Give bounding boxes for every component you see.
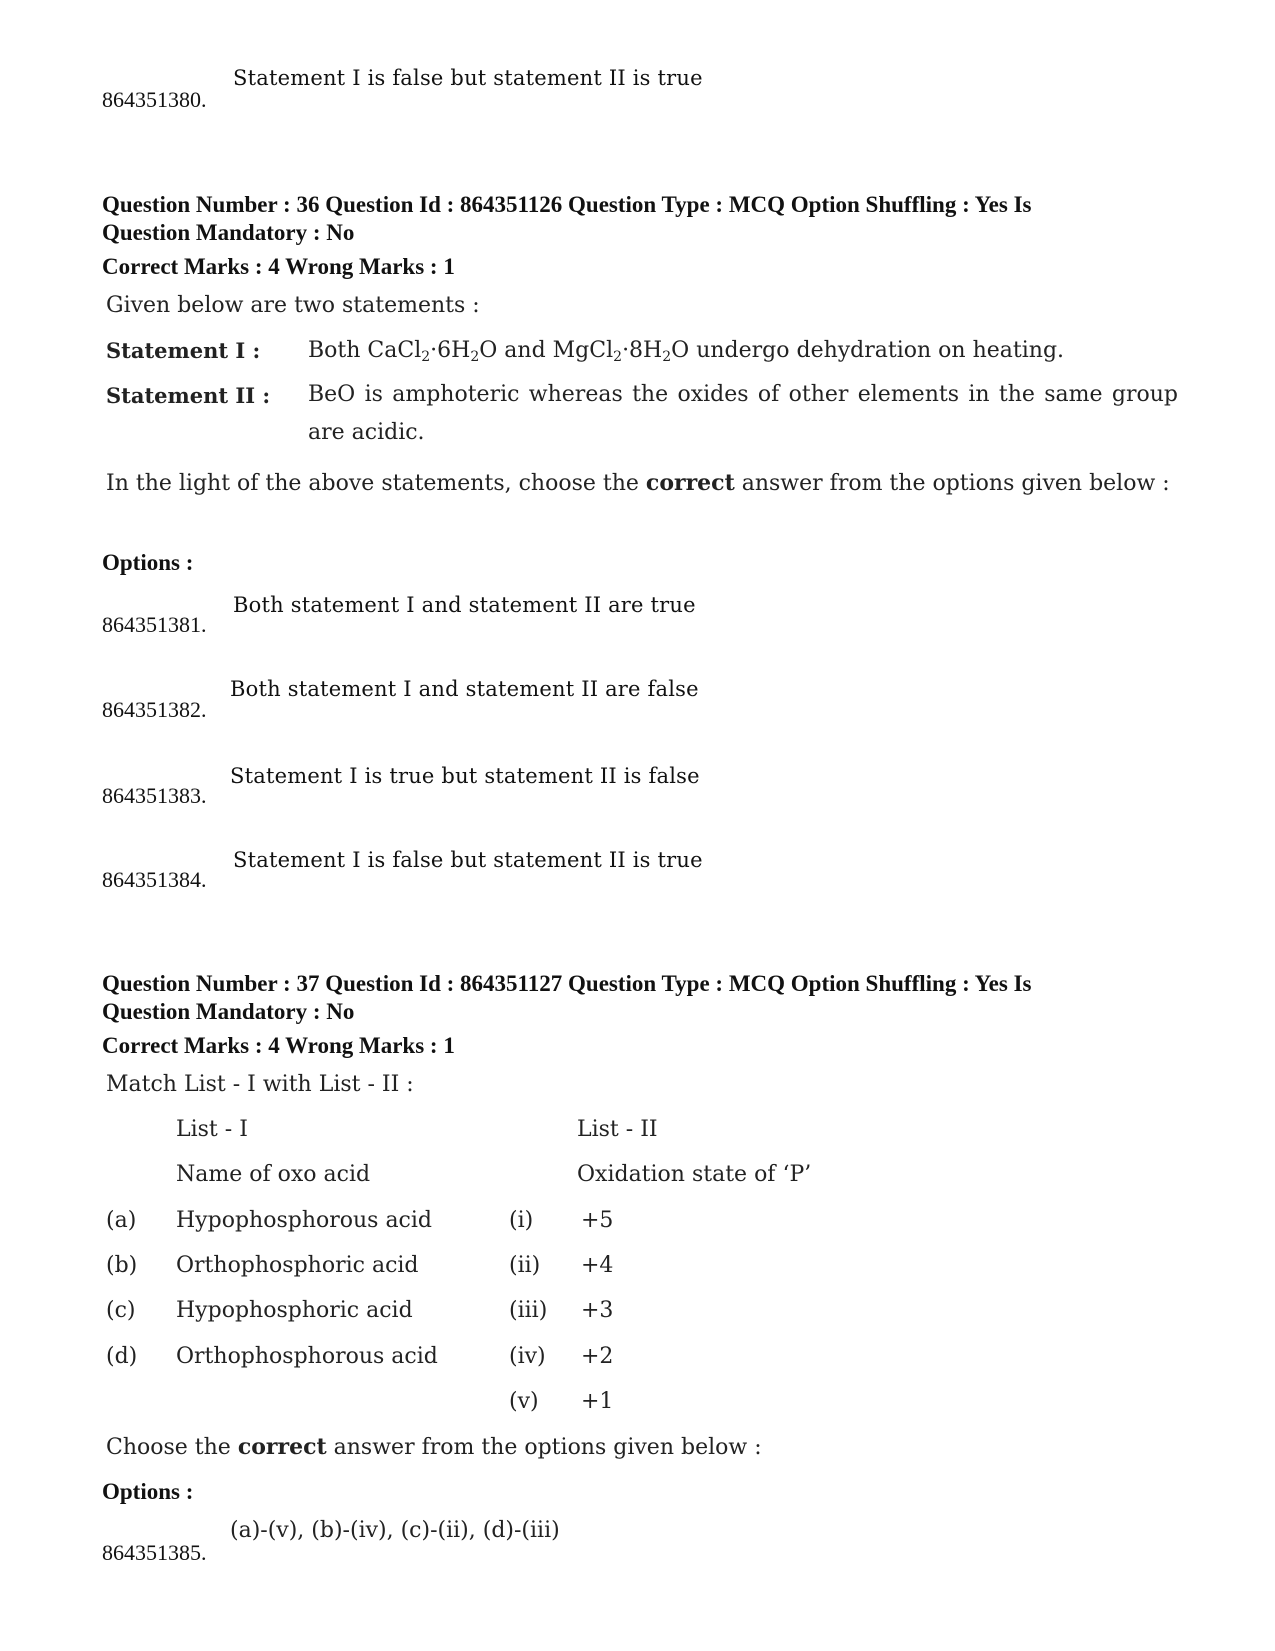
list1-value: Hypophosphoric acid [176,1298,413,1323]
list1-value: Hypophosphorous acid [176,1208,432,1233]
list1-key: (c) [106,1298,136,1323]
option-text: Statement I is false but statement II is true [233,66,703,90]
list1-value: Orthophosphoric acid [176,1253,419,1278]
statement1-text: Both $CaCl_2\cdot 6H_2O$ and $MgCl_2\cdot 8H_2O$ undergo dehydration on heating. [308,338,1065,365]
question-intro: Given below are two statements : [106,293,480,318]
option-text: Statement I is true but statement II is false [230,764,700,788]
question-intro: Match List - I with List - II : [106,1072,414,1097]
list2-key: (iv) [509,1344,546,1369]
option-number: 864351380. [102,87,207,112]
question-instruction: In the light of the above statements, choose the correct answer from the options given below : [106,470,1170,496]
question-meta-line2: Question Mandatory : No [102,220,355,245]
list2-value: +5 [581,1208,614,1233]
question-meta-line2: Question Mandatory : No [102,999,355,1024]
option-text: Statement I is false but statement II is true [233,848,703,872]
list1-header: List - I [176,1117,248,1142]
options-label: Options : [102,1479,194,1504]
statement2-text: BeO is amphoteric whereas the oxides of other elements in the same group are acidic. [308,382,1178,445]
option-number: 864351383. [102,783,207,808]
list2-key: (ii) [509,1253,541,1278]
list2-key: (v) [509,1389,539,1414]
question-meta-line1: Question Number : 36 Question Id : 864351126 Question Type : MCQ Option Shuffling : Yes Is [102,192,1032,217]
list2-key: (i) [509,1208,534,1233]
statement1-label: Statement I : [106,338,261,363]
question-meta-line1: Question Number : 37 Question Id : 864351127 Question Type : MCQ Option Shuffling : Yes Is [102,971,1032,996]
option-text: Both statement I and statement II are false [230,677,699,701]
option-number: 864351384. [102,867,207,892]
list2-value: +3 [581,1298,614,1323]
list1-subheader: Name of oxo acid [176,1162,371,1187]
list1-key: (a) [106,1208,137,1233]
list1-key: (d) [106,1344,138,1369]
statement2-label: Statement II : [106,383,271,408]
list1-value: Orthophosphorous acid [176,1344,438,1369]
list2-subheader: Oxidation state of ‘P’ [577,1162,812,1187]
question-marks: Correct Marks : 4 Wrong Marks : 1 [102,1033,455,1058]
option-text: Both statement I and statement II are true [233,593,696,617]
option-number: 864351381. [102,612,207,637]
list2-header: List - II [577,1117,658,1142]
list2-value: +4 [581,1253,614,1278]
list2-value: +1 [581,1389,614,1414]
options-label: Options : [102,550,194,575]
list2-key: (iii) [509,1298,548,1323]
option-number: 864351385. [102,1540,207,1565]
question-instruction: Choose the correct answer from the options given below : [106,1434,762,1460]
option-text: (a)-(v), (b)-(iv), (c)-(ii), (d)-(iii) [230,1518,560,1543]
list1-key: (b) [106,1253,138,1278]
option-number: 864351382. [102,697,207,722]
list2-value: +2 [581,1344,614,1369]
question-marks: Correct Marks : 4 Wrong Marks : 1 [102,254,455,279]
